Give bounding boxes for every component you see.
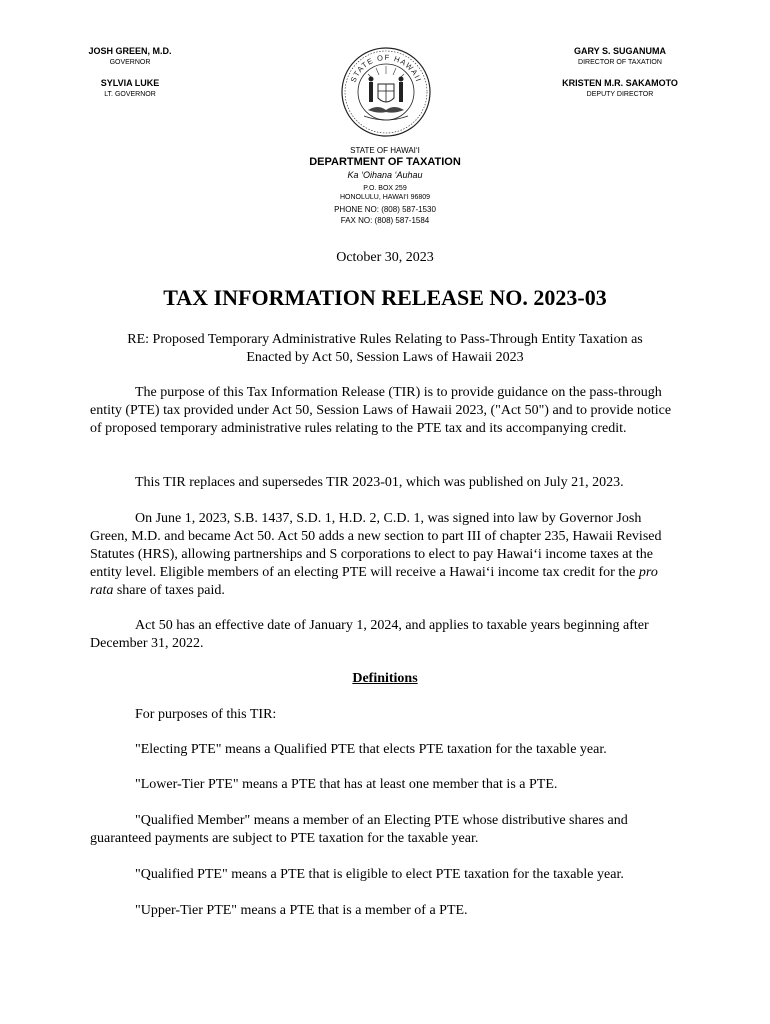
governor-title: GOVERNOR <box>109 59 151 66</box>
definition-lower-tier-pte <box>90 776 680 794</box>
lt-governor-title: LT. GOVERNOR <box>104 91 156 98</box>
definition-qualified-pte-text: "Qualified PTE" means a PTE that is eligible to elect PTE taxation for the taxable year. <box>135 867 624 882</box>
definition-upper-tier-pte-text: "Upper-Tier PTE" means a PTE that is a member of a PTE. <box>135 903 468 918</box>
deputy-name: KRISTEN M.R. SAKAMOTO <box>562 78 678 88</box>
definition-qualified-pte <box>90 866 680 884</box>
act-paragraph <box>90 510 680 600</box>
release-date: October 30, 2023 <box>336 250 434 265</box>
definitions-intro <box>90 706 680 724</box>
city-address: HONOLULU, HAWAI‘I 96809 <box>339 194 431 201</box>
lt-governor-name: SYLVIA LUKE <box>100 78 160 88</box>
hawaiian-department-name: Ka ‘Oihana ‘Auhau <box>347 170 423 180</box>
act-text-italic: pro rata <box>90 565 658 598</box>
effective-paragraph <box>90 617 680 653</box>
state-seal <box>340 46 432 138</box>
document-title: TAX INFORMATION RELEASE NO. 2023-03 <box>163 285 607 310</box>
act-text-start: On June 1, 2023, S.B. 1437, S.D. 1, H.D. 2, C.D. 1, was signed into law by Governor Josh Green, M.D. and became Act 50. Act 50 adds a new section to part III of chapter 235, Hawaii Revised Statutes (HRS), allowing partnerships and S corporations to elect to pay Hawai‘i income taxes at the entity level. Eligible members of an electing PTE will receive a Hawai‘i income tax credit for the <box>90 511 662 580</box>
fax-number: FAX NO: (808) 587-1584 <box>340 216 430 225</box>
effective-text: Act 50 has an effective date of January 1, 2024, and applies to taxable years beginning after December 31, 2022. <box>90 618 649 651</box>
state-name: STATE OF HAWAI‘I <box>350 146 420 155</box>
definition-upper-tier-pte <box>90 902 680 920</box>
definition-qualified-member-text: "Qualified Member" means a member of an Electing PTE whose distributive shares and guaranteed payments are subject to PTE taxation for the taxable year. <box>90 813 628 846</box>
department-name: DEPARTMENT OF TAXATION <box>309 156 461 168</box>
definition-lower-tier-pte-text: "Lower-Tier PTE" means a PTE that has at least one member that is a PTE. <box>135 777 558 792</box>
definition-electing-pte <box>90 741 680 759</box>
definitions-intro-text: For purposes of this TIR: <box>135 707 277 722</box>
director-name: GARY S. SUGANUMA <box>573 46 666 56</box>
governor-name: JOSH GREEN, M.D. <box>88 46 172 56</box>
definition-electing-pte-text: "Electing PTE" means a Qualified PTE that elects PTE taxation for the taxable year. <box>135 742 607 757</box>
definition-qualified-member <box>90 812 680 848</box>
seal-text: STATE OF HAWAII <box>348 52 424 84</box>
phone-number: PHONE NO: (808) 587-1530 <box>334 205 436 214</box>
replaces-paragraph <box>90 474 680 492</box>
deputy-title: DEPUTY DIRECTOR <box>586 91 654 98</box>
re-line-1: RE: Proposed Temporary Administrative Rules Relating to Pass-Through Entity Taxation as <box>127 332 643 347</box>
re-line-2: Enacted by Act 50, Session Laws of Hawaii 2023 <box>246 350 524 365</box>
po-box: P.O. BOX 259 <box>363 185 407 192</box>
act-text-end: share of taxes paid. <box>113 583 225 598</box>
definitions-heading: Definitions <box>352 671 418 686</box>
purpose-text: The purpose of this Tax Information Release (TIR) is to provide guidance on the pass-through entity (PTE) tax provided under Act 50, Session Laws of Hawaii 2023, ("Act 50") and to provide notice of proposed temporary administrative rules relating to the PTE tax and its accompanying credit. <box>90 385 672 436</box>
purpose-paragraph <box>90 384 680 438</box>
replaces-text: This TIR replaces and supersedes TIR 2023-01, which was published on July 21, 2023. <box>135 475 624 490</box>
director-title: DIRECTOR OF TAXATION <box>578 59 662 66</box>
